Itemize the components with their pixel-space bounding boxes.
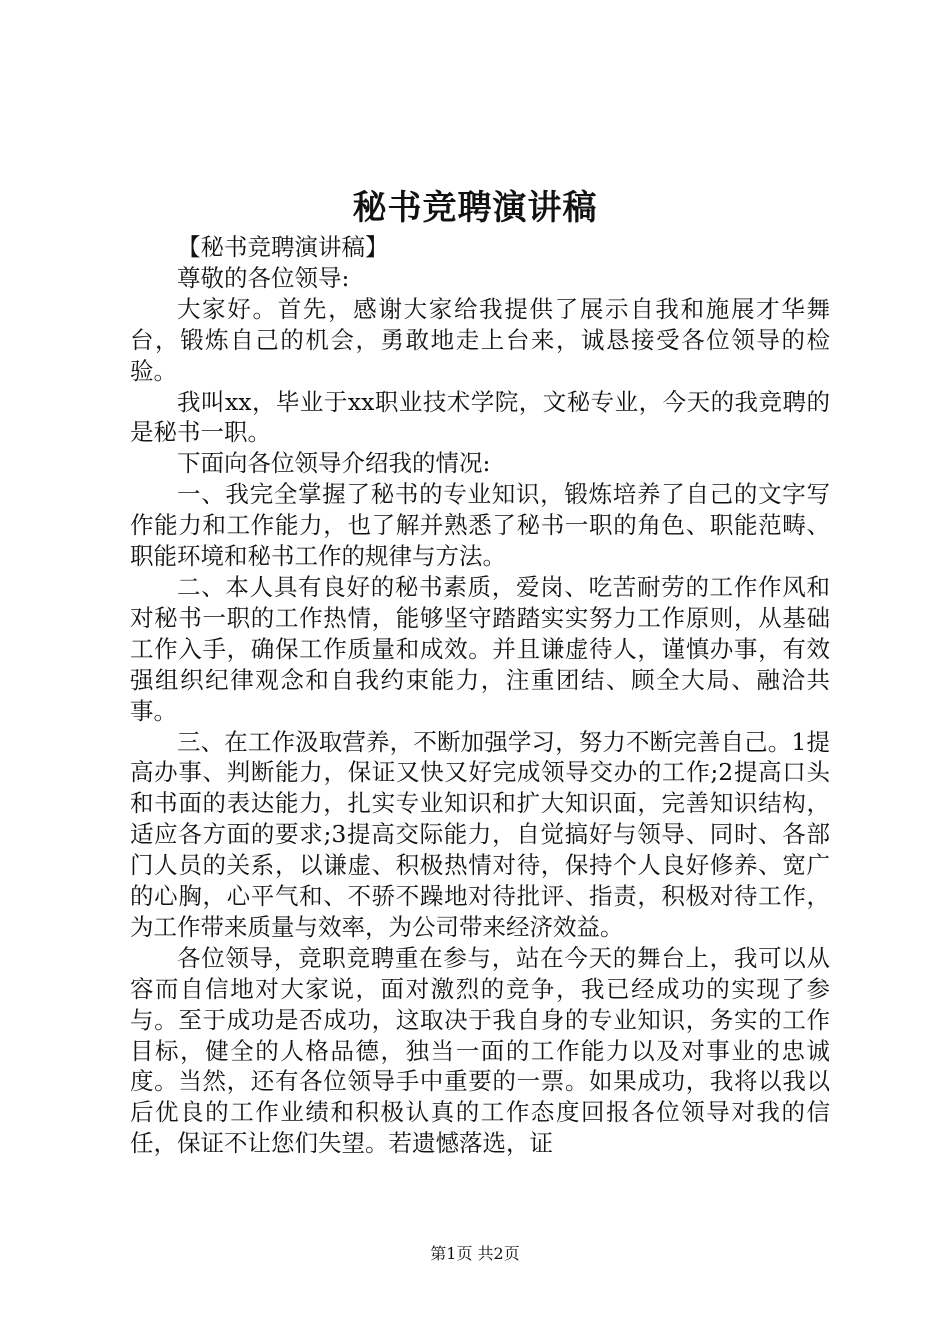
paragraph: 下面向各位领导介绍我的情况:: [177, 449, 491, 478]
paragraph: 一、我完全掌握了秘书的专业知识，锻炼培养了自己的文字写作能力和工作能力，也了解并熟悉了秘书一职的角色、职能范畴、职能环境和秘书工作的规律与方法。: [130, 480, 830, 571]
paragraph: 大家好。首先，感谢大家给我提供了展示自我和施展才华舞台，锻炼自己的机会，勇敢地走上台来，诚恳接受各位领导的检验。: [130, 294, 830, 385]
paragraph: 尊敬的各位领导:: [177, 263, 350, 292]
paragraph: 【秘书竞聘演讲稿】: [177, 233, 389, 261]
document-title: 秘书竞聘演讲稿: [352, 188, 598, 228]
document-body: [130, 232, 830, 1159]
page-footer: 第1页 共2页: [430, 1244, 520, 1263]
paragraph: 各位领导，竞职竞聘重在参与，站在今天的舞台上，我可以从容而自信地对大家说，面对激烈的竞争，我已经成功的实现了参与。至于成功是否成功，这取决于我自身的专业知识，务实的工作目标，健全的人格品德，独当一面的工作能力以及对事业的忠诚度。当然，还有各位领导手中重要的一票。如果成功，我将以我以后优良的工作业绩和积极认真的工作态度回报各位领导对我的信任，保证不让您们失望。若遗憾落选，证: [130, 943, 830, 1158]
paragraph: 我叫xx，毕业于xx职业技术学院，文秘专业，今天的我竞聘的是秘书一职。: [130, 387, 830, 447]
paragraph: 三、在工作汲取营养，不断加强学习，努力不断完善自己。1提高办事、判断能力，保证又快又好完成领导交办的工作;2提高口头和书面的表达能力，扎实专业知识和扩大知识面，完善知识结构，适应各方面的要求;3提高交际能力，自觉搞好与领导、同时、各部门人员的关系，以谦虚、积极热情对待，保持个人良好修养、宽广的心胸，心平气和、不骄不躁地对待批评、指责，积极对待工作，为工作带来质量与效率，为公司带来经济效益。: [130, 727, 830, 941]
paragraph: 二、本人具有良好的秘书素质，爱岗、吃苦耐劳的工作作风和对秘书一职的工作热情，能够坚守踏踏实实努力工作原则，从基础工作入手，确保工作质量和成效。并且谦虚待人，谨慎办事，有效强组织纪律观念和自我约束能力，注重团结、顾全大局、融洽共事。: [130, 572, 830, 725]
